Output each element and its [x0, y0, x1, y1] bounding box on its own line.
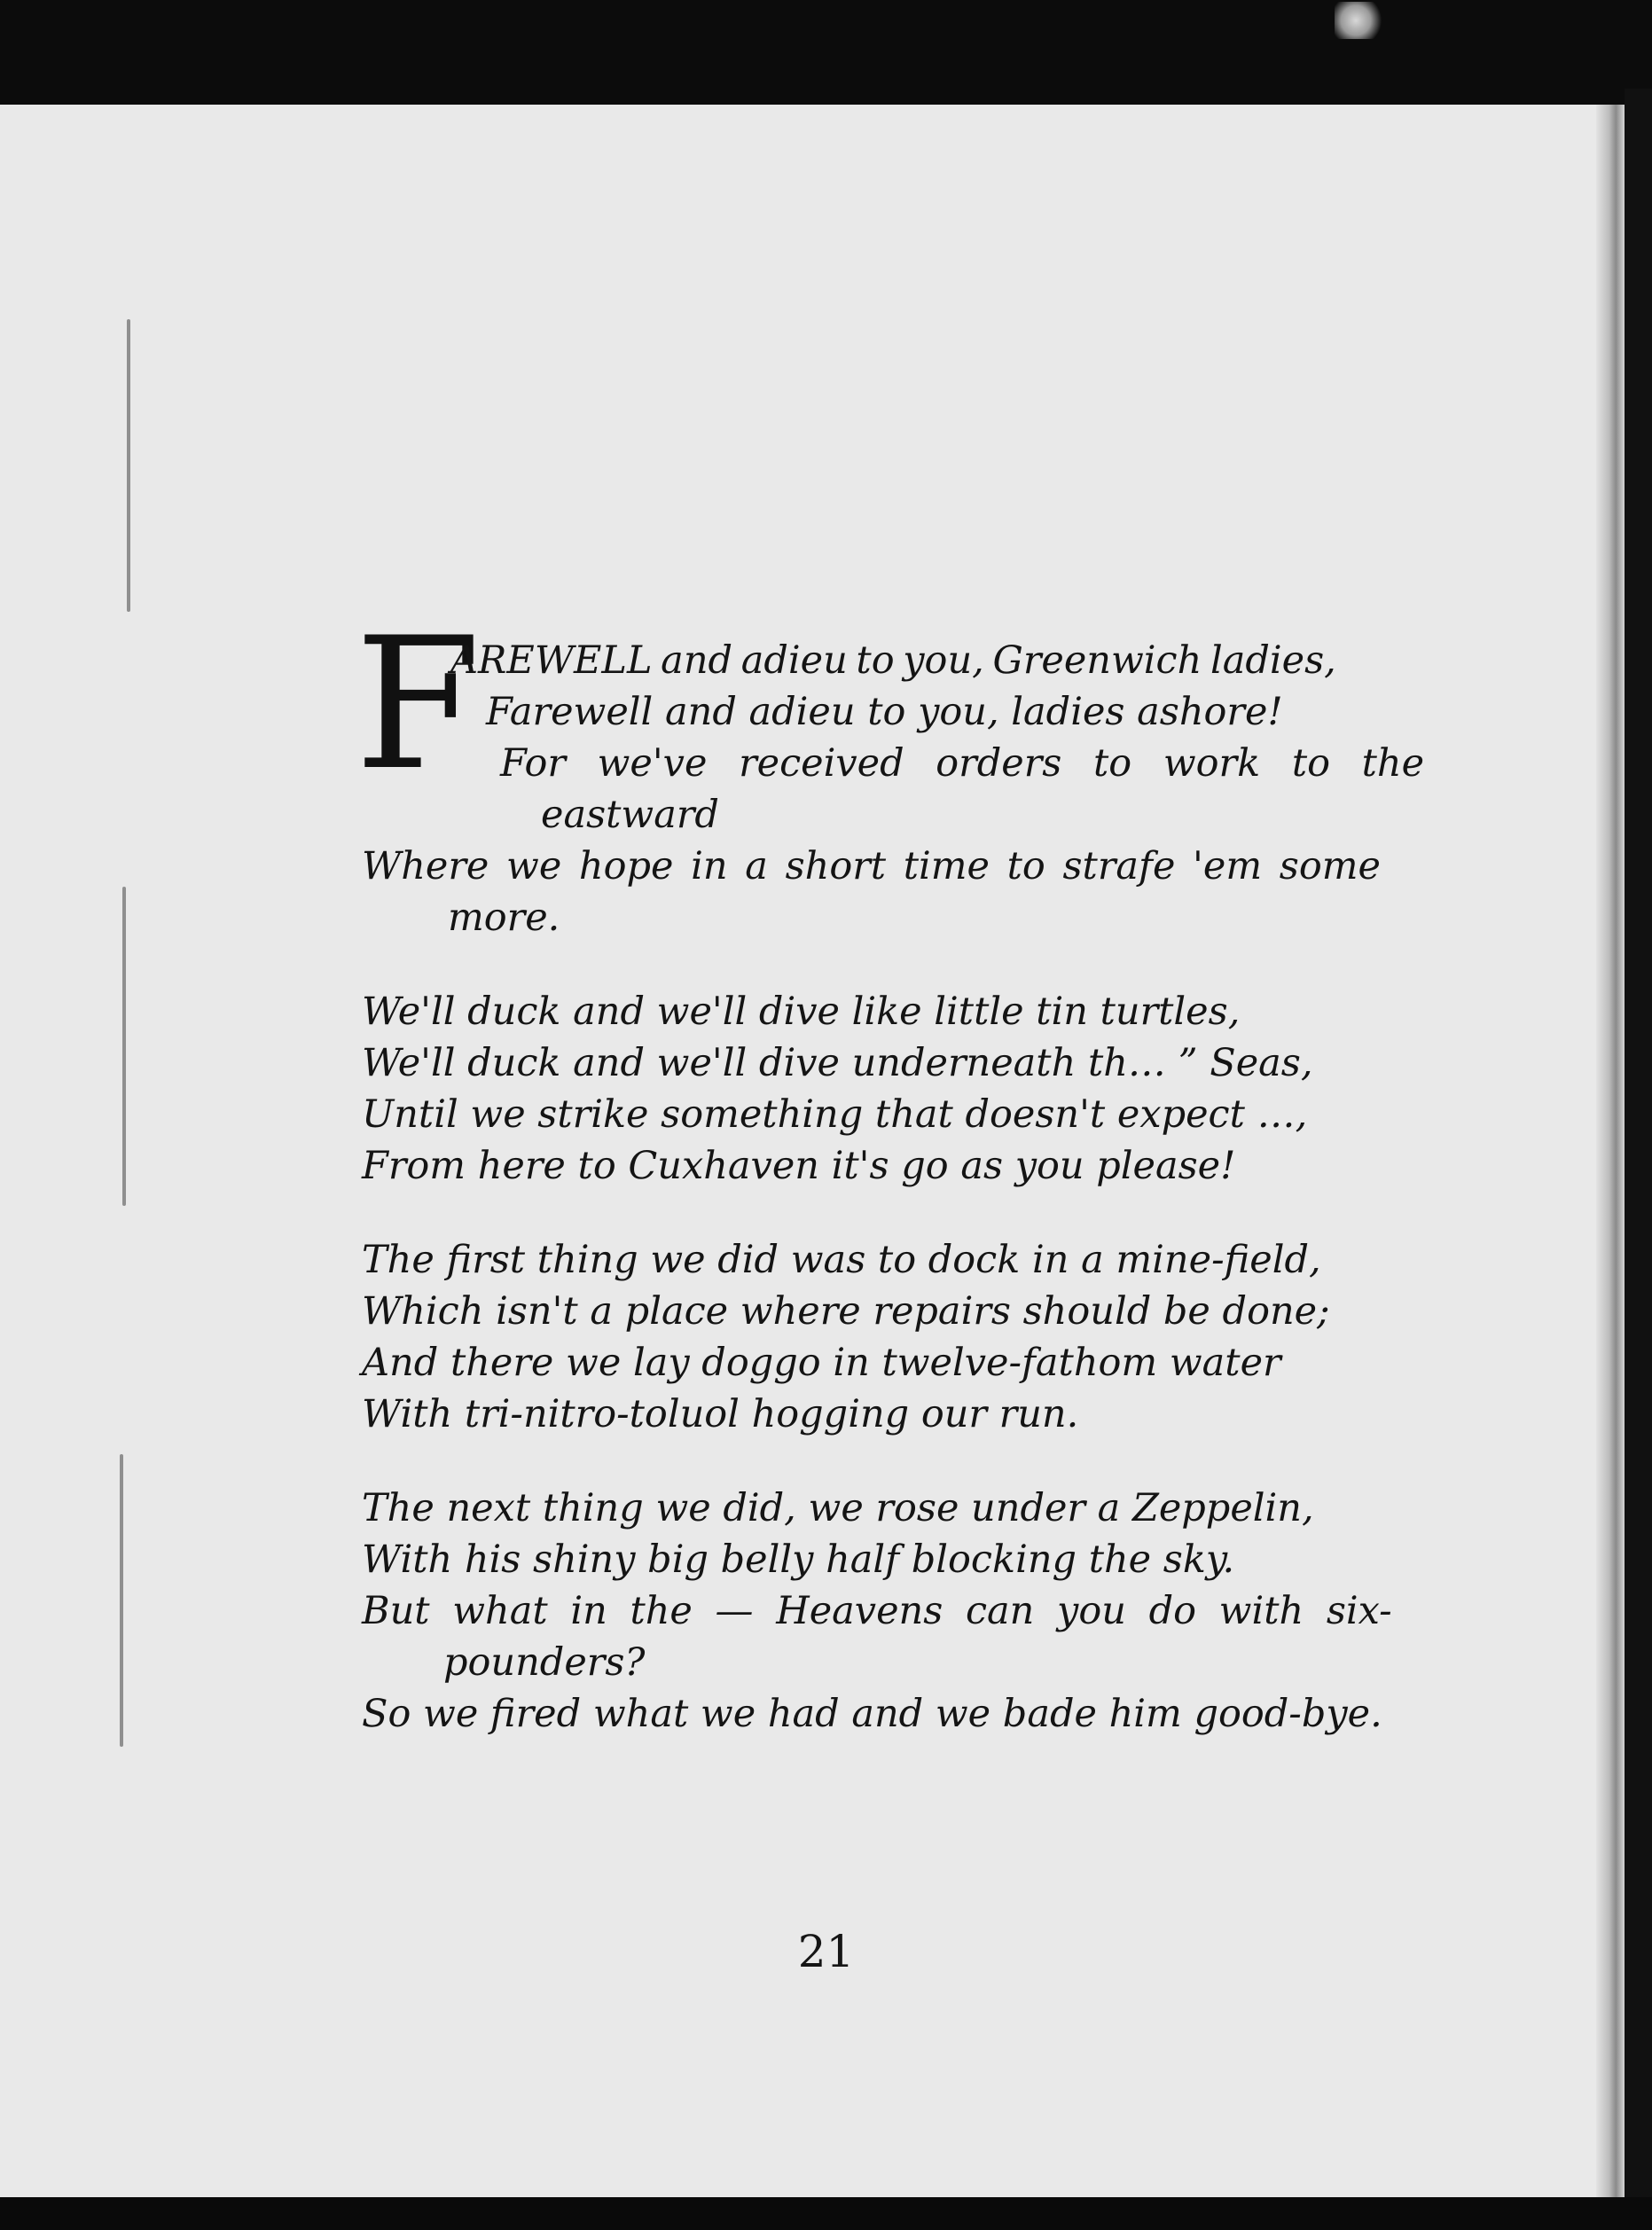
- poem-line: But what in the — Heavens can you do with six-: [362, 1589, 1392, 1633]
- poem-line: Which isn't a place where repairs should be done;: [362, 1289, 1330, 1334]
- poem-line: Farewell and adieu to you, ladies ashore!: [486, 690, 1283, 734]
- poem-line: AREWELL and adieu to you, Greenwich ladies,: [450, 638, 1336, 683]
- poem-line: We'll duck and we'll dive like little tin turtles,: [362, 990, 1241, 1034]
- page-edge-shadow: [1596, 105, 1625, 2197]
- binding-stitch-mark: [120, 1454, 123, 1747]
- poem-line: From here to Cuxhaven it's go as you please!: [362, 1144, 1236, 1188]
- poem-line: With his shiny big belly half blocking the sky.: [362, 1538, 1235, 1582]
- poem-line: eastward: [541, 793, 719, 837]
- binding-stitch-mark: [127, 319, 130, 612]
- binding-stitch-mark: [122, 887, 126, 1206]
- poem-line: So we fired what we had and we bade him good-bye.: [362, 1692, 1382, 1736]
- poem-line: We'll duck and we'll dive underneath th… ” Seas,: [362, 1041, 1313, 1085]
- scan-bottom-border: [0, 2197, 1652, 2230]
- poem-line: The first thing we did was to dock in a mine-field,: [362, 1238, 1321, 1282]
- poem-line: And there we lay doggo in twelve-fathom water: [362, 1341, 1281, 1385]
- poem-line: more.: [448, 896, 560, 940]
- drop-cap: F: [355, 599, 482, 810]
- scan-top-border: [0, 0, 1652, 105]
- poem-line: pounders?: [443, 1640, 646, 1685]
- page-number: 21: [797, 1926, 855, 1977]
- poem-line: The next thing we did, we rose under a Zeppelin,: [362, 1486, 1314, 1530]
- poem-line: For we've received orders to work to the: [500, 741, 1425, 786]
- scan-speck: [1335, 2, 1388, 39]
- poem-line: Where we hope in a short time to strafe 'em some: [362, 844, 1381, 888]
- scan-right-border: [1625, 89, 1652, 2199]
- poem-line: With tri-nitro-toluol hogging our run.: [362, 1392, 1079, 1436]
- poem-line: Until we strike something that doesn't expect …,: [362, 1092, 1308, 1137]
